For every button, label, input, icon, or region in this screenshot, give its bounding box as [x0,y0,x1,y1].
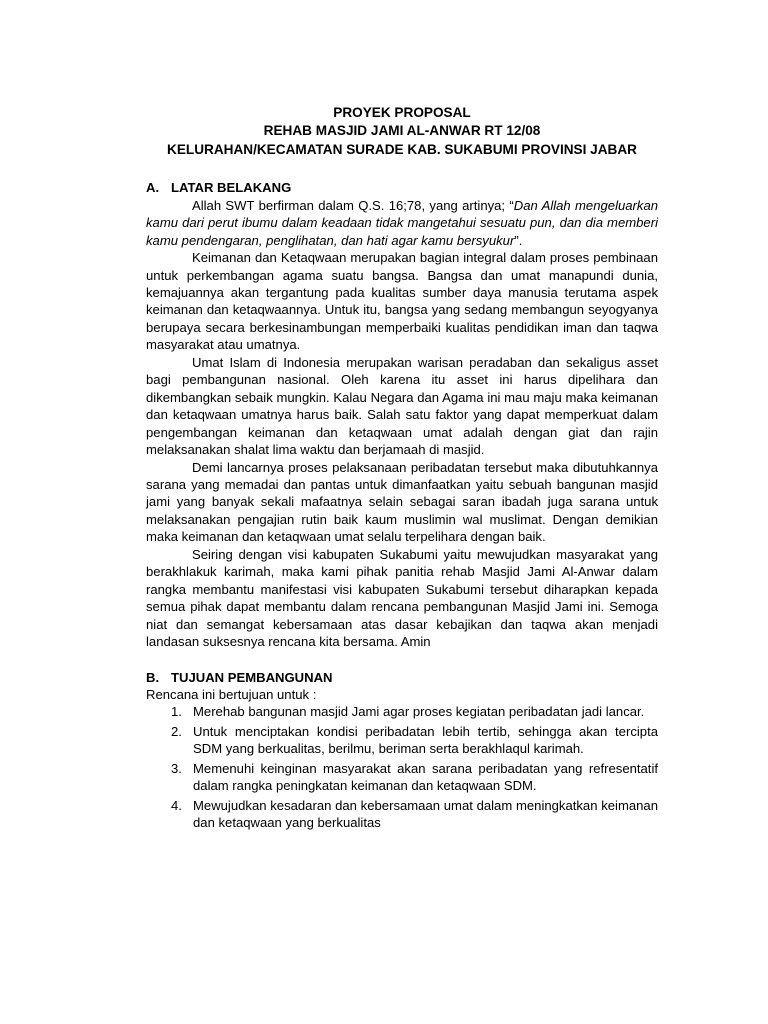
list-item [146,760,658,795]
spacer [146,651,658,669]
list-item-text: Untuk menciptakan kondisi peribadatan lebih tertib, sehingga akan tercipta SDM yang berkualitas, berilmu, beriman serta berakhlaqul karimah. [193,723,658,757]
document-subtitle: REHAB MASJID JAMI AL-ANWAR RT 12/08 [263,123,541,139]
quote-end: ”. [514,232,523,248]
paragraph-visi-sukabumi: Seiring dengan visi kabupaten Sukabumi yaitu mewujudkan masyarakat yang berakhlakuk karimah, maka kami pihak panitia rehab Masjid Jami Al-Anwar dalam rangka membantu manifestasi visi kabupaten Sukabumi tersebut diharapkan kepada semua pihak dapat membantu dalam rencana pembangunan Masjid Jami ini. Semoga niat dan semangat kebersamaan atas dasar kebajikan dan taqwa akan menjadi landasan suksesnya rencana kita bersama. Amin [146,546,658,650]
list-item [146,797,658,832]
section-title: LATAR BELAKANG [171,180,292,196]
paragraph-keimanan: Keimanan dan Ketaqwaan merupakan bagian integral dalam proses pembinaan untuk perkembangan agama suatu bangsa. Bangsa dan umat manapundi dunia, kemajuannya akan tergantung pada kualitas sumber daya manusia terutama aspek keimanan dan ketaqwaannya. Untuk itu, bangsa yang sedang membangun seyogyanya berupaya secara berkesinambungan memperbaiki kualitas pendidikan iman dan taqwa masyarakat atau umatnya. [146,250,658,353]
document-location: KELURAHAN/KECAMATAN SURADE KAB. SUKABUMI PROVINSI JABAR [167,141,637,157]
section-heading-latar-belakang [146,179,658,197]
paragraph-umat-islam: Umat Islam di Indonesia merupakan warisan peradaban dan sekaligus asset bagi pembangunan nasional. Oleh karena itu asset ini harus dipelihara dan dikembangkan sebaik mungkin. Kalau Negara dan Agama ini mau maju maka keimanan dan ketaqwaan umatnya harus baik. Salah satu faktor yang dapat memperkuat dalam pengembangan keimanan dan ketaqwaan umat adalah dengan giat dan rajin melaksanakan shalat lima waktu dan berjamaah di masjid. [146,354,658,458]
list-item-number: 4. [171,797,182,813]
list-item [146,723,658,758]
paragraph-quran-quote [146,197,658,249]
document-title: PROYEK PROPOSAL [333,105,471,120]
quote-text: Dan Allah mengeluarkan kamu dari perut ibumu dalam keadaan tidak mangetahui sesuatu pun, dan dia memberi kamu pendengaran, penglihatan, dan hati agar kamu bersyukur [146,197,659,248]
list-item-text: Mewujudkan kesadaran dan kebersamaan umat dalam meningkatkan keimanan dan ketaqwaan yang berkualitas [193,797,658,831]
spacer [146,159,658,179]
quote-intro: Allah SWT berfirman dalam Q.S. 16;78, yang artinya; “ [192,197,514,213]
document-body [146,104,658,834]
section-heading-tujuan [146,669,658,687]
list-item-text: Memenuhi keinginan masyarakat akan sarana peribadatan yang refresentatif dalam rangka peningkatan keimanan dan ketaqwaan SDM. [193,760,658,794]
list-item-number: 1. [171,704,182,720]
goals-list [146,703,658,831]
list-item-text: Merehab bangunan masjid Jami agar proses kegiatan peribadatan jadi lancar. [193,704,645,720]
section-number: B. [146,669,160,685]
list-item-number: 2. [171,723,182,739]
section-title: TUJUAN PEMBANGUNAN [171,669,333,685]
paragraph-proses-pelaksanaan: Demi lancarnya proses pelaksanaan peribadatan tersebut maka dibutuhkannya sarana yang memadai dan pantas untuk dimanfaatkan yaitu sebuah bangunan masjid jami yang banyak sekali mafaatnya selain sebagai saran ibadah juga sarana untuk melaksanakan pengajian rutin baik kaum muslimin wal muslimat. Dengan demikian maka keimanan dan ketaqwaan umat selalu terpelihara dengan baik. [146,459,658,545]
goals-intro: Rencana ini bertujuan untuk : [146,687,317,702]
list-item-number: 3. [171,760,182,776]
section-number: A. [146,180,160,196]
list-item [146,703,658,720]
